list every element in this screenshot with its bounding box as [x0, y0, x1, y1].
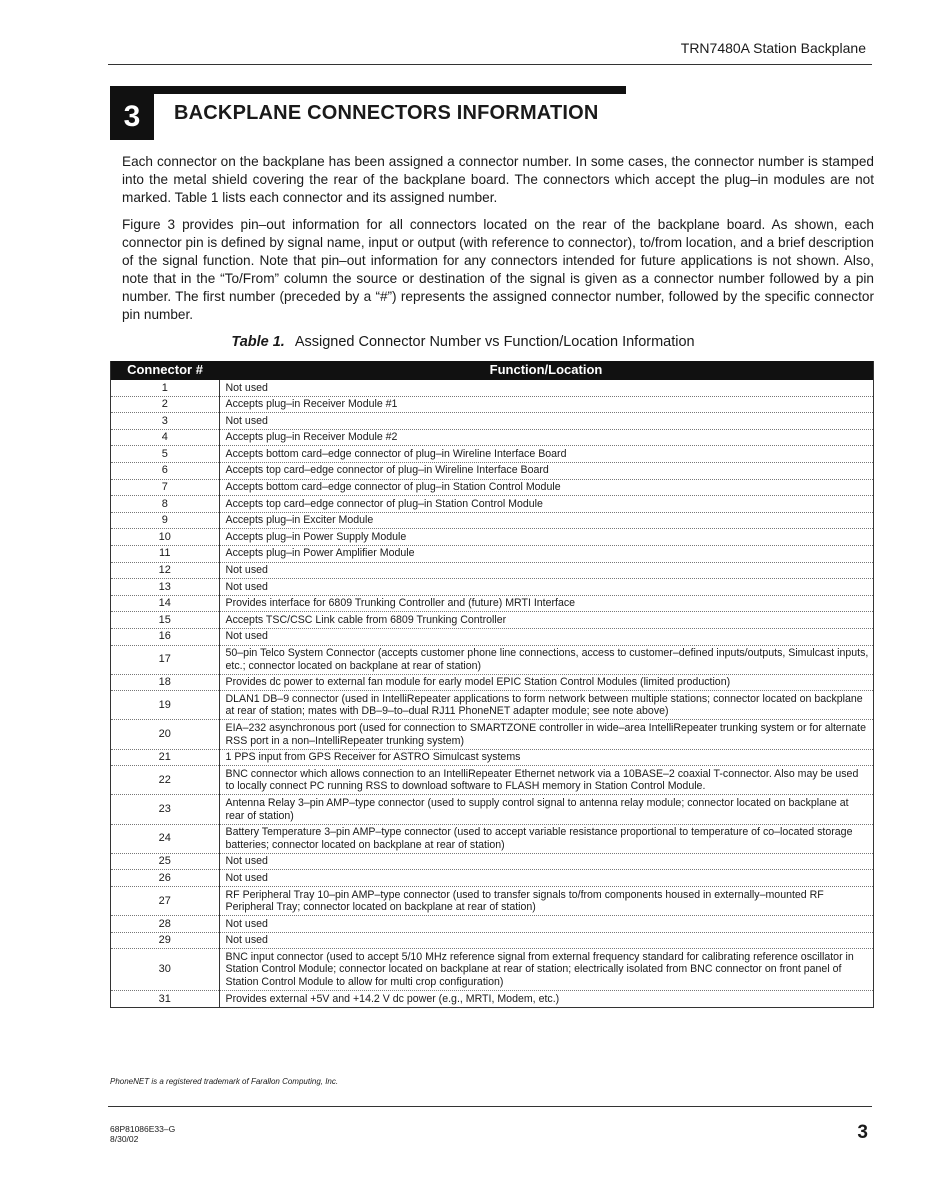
- function-location-cell: Accepts bottom card–edge connector of plug–in Station Control Module: [219, 479, 874, 496]
- page-number: 3: [857, 1122, 868, 1143]
- connector-number-cell: 6: [111, 462, 220, 479]
- connector-number-cell: 8: [111, 496, 220, 513]
- table-row: [111, 595, 874, 612]
- connector-number-cell: 27: [111, 887, 220, 916]
- function-location-cell: 50–pin Telco System Connector (accepts customer phone line connections, access to customer–defined inputs/outputs, Simulcast inputs, etc.; connector located on backplane at rear of station): [219, 645, 874, 674]
- function-location-cell: Accepts plug–in Power Amplifier Module: [219, 545, 874, 562]
- function-location-cell: Not used: [219, 932, 874, 949]
- table-row: [111, 446, 874, 463]
- connector-number-cell: 31: [111, 991, 220, 1008]
- table-row: [111, 529, 874, 546]
- intro-paragraph: Each connector on the backplane has been assigned a connector number. In some cases, the connector number is stamped into the metal shield covering the rear of the backplane board. The connectors which accept the plug–in modules are not marked. Table 1 lists each connector and its assigned number.: [122, 154, 874, 205]
- function-location-cell: 1 PPS input from GPS Receiver for ASTRO Simulcast systems: [219, 749, 874, 766]
- connector-number-cell: 1: [111, 380, 220, 396]
- function-location-cell: Not used: [219, 413, 874, 430]
- table-body: [111, 380, 874, 1007]
- table-row: [111, 413, 874, 430]
- table-row: [111, 824, 874, 853]
- table-row: [111, 562, 874, 579]
- running-header-title: TRN7480A Station Backplane: [680, 40, 866, 56]
- connector-number-cell: 2: [111, 396, 220, 413]
- function-location-cell: Not used: [219, 853, 874, 870]
- document-date: 8/30/02: [110, 1134, 139, 1144]
- connector-number-cell: 17: [111, 645, 220, 674]
- table-row: [111, 512, 874, 529]
- table-row: [111, 579, 874, 596]
- table-caption-label: Table 1.: [231, 334, 285, 350]
- function-location-cell: Accepts plug–in Exciter Module: [219, 512, 874, 529]
- footer-rule: [108, 1106, 872, 1107]
- column-header-connector: Connector #: [111, 361, 220, 380]
- connector-number-cell: 26: [111, 870, 220, 887]
- table-row: [111, 496, 874, 513]
- function-location-cell: Not used: [219, 870, 874, 887]
- header-rule: [108, 64, 872, 65]
- connector-number-cell: 23: [111, 795, 220, 824]
- table-header-row: [111, 361, 874, 380]
- table-caption: [0, 334, 926, 350]
- function-location-cell: Accepts bottom card–edge connector of plug–in Wireline Interface Board: [219, 446, 874, 463]
- table-row: [111, 766, 874, 795]
- function-location-cell: Not used: [219, 916, 874, 933]
- function-location-cell: Accepts plug–in Receiver Module #2: [219, 429, 874, 446]
- connector-number-cell: 4: [111, 429, 220, 446]
- function-location-cell: BNC connector which allows connection to an IntelliRepeater Ethernet network via a 10BASE–2 coaxial T-connector. Also may be used to locally connect PC running RSS to download software to FLASH memory in Station Control Module.: [219, 766, 874, 795]
- table-row: [111, 545, 874, 562]
- function-location-cell: RF Peripheral Tray 10–pin AMP–type connector (used to transfer signals to/from components housed in externally–mounted RF Peripheral Tray; connector located on backplane at rear of station): [219, 887, 874, 916]
- table-row: [111, 720, 874, 749]
- table-row: [111, 853, 874, 870]
- connector-table: [110, 361, 874, 1008]
- connector-number-cell: 24: [111, 824, 220, 853]
- function-location-cell: Antenna Relay 3–pin AMP–type connector (used to supply control signal to antenna relay module; connector located on backplane at rear of station): [219, 795, 874, 824]
- connector-number-cell: 13: [111, 579, 220, 596]
- table-row: [111, 949, 874, 991]
- table-row: [111, 870, 874, 887]
- function-location-cell: Not used: [219, 562, 874, 579]
- function-location-cell: Accepts top card–edge connector of plug–in Wireline Interface Board: [219, 462, 874, 479]
- table-row: [111, 932, 874, 949]
- function-location-cell: Accepts TSC/CSC Link cable from 6809 Trunking Controller: [219, 612, 874, 629]
- table-row: [111, 462, 874, 479]
- function-location-cell: Accepts plug–in Receiver Module #1: [219, 396, 874, 413]
- table-row: [111, 612, 874, 629]
- function-location-cell: Not used: [219, 628, 874, 645]
- table-row: [111, 479, 874, 496]
- document-number: 68P81086E33–G: [110, 1124, 176, 1134]
- function-location-cell: Accepts top card–edge connector of plug–in Station Control Module: [219, 496, 874, 513]
- connector-number-cell: 28: [111, 916, 220, 933]
- connector-number-cell: 11: [111, 545, 220, 562]
- function-location-cell: Provides external +5V and +14.2 V dc power (e.g., MRTI, Modem, etc.): [219, 991, 874, 1008]
- table-row: [111, 628, 874, 645]
- connector-number-cell: 30: [111, 949, 220, 991]
- table-row: [111, 795, 874, 824]
- connector-number-cell: 20: [111, 720, 220, 749]
- trademark-note: PhoneNET is a registered trademark of Farallon Computing, Inc.: [110, 1077, 339, 1086]
- connector-number-cell: 14: [111, 595, 220, 612]
- section-title: BACKPLANE CONNECTORS INFORMATION: [174, 102, 599, 124]
- function-location-cell: Accepts plug–in Power Supply Module: [219, 529, 874, 546]
- function-location-cell: Battery Temperature 3–pin AMP–type connector (used to accept variable resistance proportional to temperature of co–located storage batteries; connector located on backplane at rear of station): [219, 824, 874, 853]
- table-row: [111, 396, 874, 413]
- connector-number-cell: 10: [111, 529, 220, 546]
- table-caption-text: Assigned Connector Number vs Function/Location Information: [294, 334, 695, 350]
- connector-number-cell: 12: [111, 562, 220, 579]
- connector-number-cell: 25: [111, 853, 220, 870]
- table-row: [111, 916, 874, 933]
- table-row: [111, 645, 874, 674]
- table-row: [111, 380, 874, 396]
- connector-number-cell: 21: [111, 749, 220, 766]
- function-location-cell: DLAN1 DB–9 connector (used in IntelliRepeater applications to form network between multiple stations; connector located on backplane at rear of station; mates with DB–9–to–dual RJ11 PhoneNET adapter module; see note above): [219, 691, 874, 720]
- connector-number-cell: 3: [111, 413, 220, 430]
- connector-number-cell: 18: [111, 674, 220, 691]
- function-location-cell: Provides dc power to external fan module for early model EPIC Station Control Modules (limited production): [219, 674, 874, 691]
- function-location-cell: Not used: [219, 579, 874, 596]
- connector-number-cell: 16: [111, 628, 220, 645]
- column-header-function: Function/Location: [219, 361, 874, 380]
- table-row: [111, 749, 874, 766]
- section-bar: [110, 86, 626, 94]
- connector-number-cell: 15: [111, 612, 220, 629]
- connector-number-cell: 19: [111, 691, 220, 720]
- function-location-cell: EIA–232 asynchronous port (used for connection to SMARTZONE controller in wide–area IntelliRepeater trunking system or for alternate RSS port in a non–IntelliRepeater trunking system): [219, 720, 874, 749]
- figure-paragraph: Figure 3 provides pin–out information for all connectors located on the rear of the backplane board. As shown, each connector pin is defined by signal name, input or output (with reference to connector), to/from location, and a brief description of the signal function. Note that pin–out information for any connectors intended for future applications is not shown. Also, note that in the “To/From” column the source or destination of the signal is given as a connector number followed by a pin number. The first number (preceded by a “#”) represents the assigned connector number, followed by the specific connector pin number.: [122, 217, 874, 322]
- function-location-cell: BNC input connector (used to accept 5/10 MHz reference signal from external frequency standard for calibrating reference oscillator in Station Control Module; connector located on backplane at rear of station; electrically isolated from BNC connector on front panel of Station Control Module to allow for multi crop configuration): [219, 949, 874, 991]
- connector-number-cell: 22: [111, 766, 220, 795]
- table-row: [111, 991, 874, 1008]
- connector-number-cell: 29: [111, 932, 220, 949]
- connector-number-cell: 9: [111, 512, 220, 529]
- section-number: 3: [110, 94, 154, 140]
- table-row: [111, 429, 874, 446]
- table-row: [111, 887, 874, 916]
- connector-number-cell: 7: [111, 479, 220, 496]
- document-info: [110, 1124, 175, 1144]
- table-row: [111, 691, 874, 720]
- connector-number-cell: 5: [111, 446, 220, 463]
- table-row: [111, 674, 874, 691]
- function-location-cell: Provides interface for 6809 Trunking Controller and (future) MRTI Interface: [219, 595, 874, 612]
- function-location-cell: Not used: [219, 380, 874, 396]
